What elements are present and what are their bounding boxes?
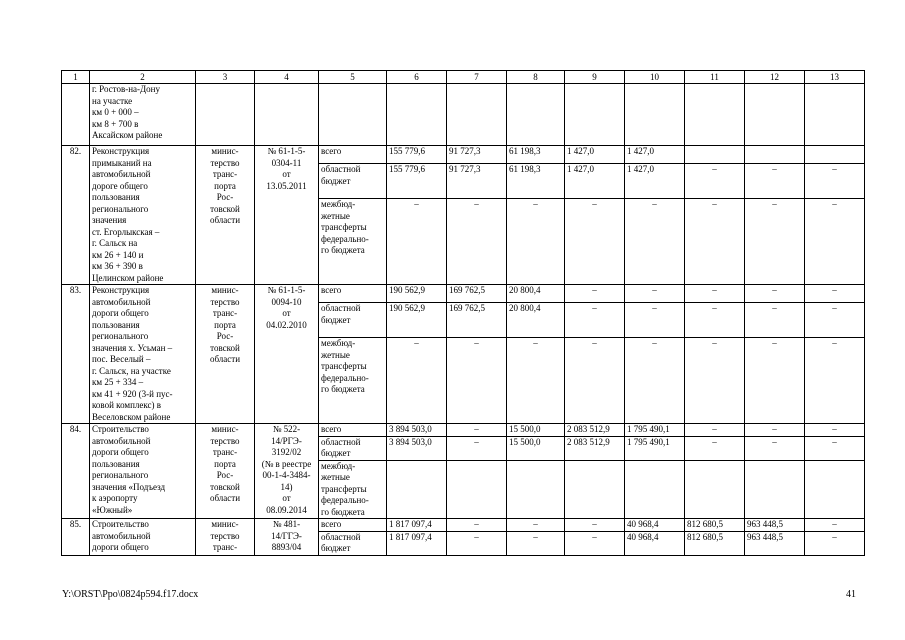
row-number: 85.: [62, 519, 90, 556]
col-header: 7: [447, 71, 507, 84]
object-name: г. Ростов-на-Дону на участке км 0 + 000 – км 8 + 700 в Аксайском районе: [90, 84, 196, 146]
funding-source: всего: [319, 519, 387, 532]
amount-cell: 1 817 097,4: [387, 531, 447, 555]
column-number-header: [62, 71, 865, 84]
amount-cell: –: [805, 436, 865, 460]
amount-cell: –: [387, 338, 447, 424]
amount-cell: –: [565, 285, 625, 303]
col-header: 10: [625, 71, 685, 84]
amount-cell: –: [745, 164, 805, 199]
amount-cell: 1 795 490,1: [625, 424, 685, 437]
amount-cell: –: [805, 285, 865, 303]
col-header: 3: [196, 71, 255, 84]
expertise-doc: № 481- 14/ГГЭ- 8893/04: [255, 519, 319, 556]
funding-source: всего: [319, 424, 387, 437]
amount-cell: –: [447, 531, 507, 555]
amount-cell: –: [805, 164, 865, 199]
amount-cell: –: [745, 285, 805, 303]
amount-cell: 2 083 512,9: [565, 424, 625, 437]
col-header: 6: [387, 71, 447, 84]
amount-cell: –: [745, 424, 805, 437]
amount-cell: –: [565, 519, 625, 532]
col-header: 5: [319, 71, 387, 84]
file-path: Y:\ORST\Ppo\0824p594.f17.docx: [62, 589, 199, 600]
amount-cell: –: [745, 338, 805, 424]
object-name: Строительство автомобильной дороги общего пользования регионального значения «Подъезд к аэропорту «Южный»: [90, 424, 196, 519]
amount-cell: –: [625, 199, 685, 285]
table-row: [62, 146, 865, 164]
amount-cell: [387, 460, 447, 519]
amount-cell: 155 779,6: [387, 146, 447, 164]
amount-cell: –: [387, 199, 447, 285]
amount-cell: –: [565, 199, 625, 285]
amount-cell: 1 427,0: [565, 164, 625, 199]
amount-cell: 155 779,6: [387, 164, 447, 199]
amount-cell: –: [685, 164, 745, 199]
funding-source: всего: [319, 146, 387, 164]
amount-cell: [805, 460, 865, 519]
amount-cell: 169 762,5: [447, 285, 507, 303]
amount-cell: –: [507, 519, 565, 532]
amount-cell: 3 894 503,0: [387, 424, 447, 437]
amount-cell: –: [805, 424, 865, 437]
col-header: 11: [685, 71, 745, 84]
amount-cell: –: [447, 436, 507, 460]
table-row: [62, 424, 865, 437]
amount-cell: –: [447, 424, 507, 437]
amount-cell: 61 198,3: [507, 146, 565, 164]
amount-cell: –: [685, 303, 745, 338]
amount-cell: 20 800,4: [507, 303, 565, 338]
amount-cell: 20 800,4: [507, 285, 565, 303]
amount-cell: [507, 460, 565, 519]
amount-cell: 3 894 503,0: [387, 436, 447, 460]
amount-cell: 812 680,5: [685, 519, 745, 532]
amount-cell: –: [447, 338, 507, 424]
row-number: 82.: [62, 146, 90, 285]
col-header: 12: [745, 71, 805, 84]
amount-cell: –: [805, 531, 865, 555]
funding-source: межбюд- жетные трансферты федерально- го бюджета: [319, 460, 387, 519]
expertise-doc: № 522- 14/РГЭ- 3192/02 (№ в реестре 00-1-4-3484- 14) от 08.09.2014: [255, 424, 319, 519]
continuation-row: [62, 84, 865, 146]
table-row: [62, 519, 865, 532]
amount-cell: –: [685, 424, 745, 437]
amount-cell: –: [565, 338, 625, 424]
amount-cell: 190 562,9: [387, 285, 447, 303]
funding-source: областной бюджет: [319, 436, 387, 460]
amount-cell: –: [625, 285, 685, 303]
funding-source: всего: [319, 285, 387, 303]
amount-cell: 91 727,3: [447, 146, 507, 164]
customer: минис- терство транс-: [196, 519, 255, 556]
table-row: [62, 285, 865, 303]
amount-cell: 812 680,5: [685, 531, 745, 555]
funding-source: областной бюджет: [319, 531, 387, 555]
amount-cell: –: [507, 338, 565, 424]
funding-source: областной бюджет: [319, 303, 387, 338]
row-number: 83.: [62, 285, 90, 424]
col-header: 9: [565, 71, 625, 84]
amount-cell: –: [447, 519, 507, 532]
customer: минис- терство транс- порта Рос- товской области: [196, 424, 255, 519]
amount-cell: 2 083 512,9: [565, 436, 625, 460]
funding-source: межбюд- жетные трансферты федерально- го бюджета: [319, 199, 387, 285]
amount-cell: –: [745, 199, 805, 285]
amount-cell: –: [745, 436, 805, 460]
amount-cell: 169 762,5: [447, 303, 507, 338]
col-header: 8: [507, 71, 565, 84]
funding-source: межбюд- жетные трансферты федерально- го бюджета: [319, 338, 387, 424]
row-number: 84.: [62, 424, 90, 519]
amount-cell: –: [565, 531, 625, 555]
expertise-doc: № 61-1-5- 0094-10 от 04.02.2010: [255, 285, 319, 424]
page-number: 41: [846, 589, 856, 600]
amount-cell: [685, 146, 745, 164]
col-header: 1: [62, 71, 90, 84]
amount-cell: –: [447, 199, 507, 285]
amount-cell: 40 968,4: [625, 519, 685, 532]
amount-cell: –: [685, 199, 745, 285]
object-name: Строительство автомобильной дороги общего: [90, 519, 196, 556]
amount-cell: [447, 460, 507, 519]
amount-cell: 61 198,3: [507, 164, 565, 199]
amount-cell: 963 448,5: [745, 531, 805, 555]
amount-cell: [745, 146, 805, 164]
amount-cell: –: [625, 303, 685, 338]
amount-cell: –: [805, 303, 865, 338]
amount-cell: –: [805, 519, 865, 532]
col-header: 13: [805, 71, 865, 84]
amount-cell: [685, 460, 745, 519]
col-header: 2: [90, 71, 196, 84]
expertise-doc: № 61-1-5- 0304-11 от 13.05.2011: [255, 146, 319, 285]
amount-cell: 963 448,5: [745, 519, 805, 532]
amount-cell: –: [745, 303, 805, 338]
amount-cell: 1 795 490,1: [625, 436, 685, 460]
amount-cell: 1 817 097,4: [387, 519, 447, 532]
amount-cell: 190 562,9: [387, 303, 447, 338]
amount-cell: –: [625, 338, 685, 424]
funding-source: областной бюджет: [319, 164, 387, 199]
amount-cell: 40 968,4: [625, 531, 685, 555]
customer: минис- терство транс- порта Рос- товской области: [196, 146, 255, 285]
object-name: Реконструкция автомобильной дороги общего пользования регионального значения х. Усьман – пос. Веселый – г. Сальск, на участке км 25 + 334 – км 41 + 920 (3-й пус- ковой комплекс) в Веселовском районе: [90, 285, 196, 424]
customer: минис- терство транс- порта Рос- товской области: [196, 285, 255, 424]
investment-table: [61, 70, 865, 556]
amount-cell: [565, 460, 625, 519]
amount-cell: [805, 146, 865, 164]
amount-cell: –: [685, 436, 745, 460]
amount-cell: –: [507, 531, 565, 555]
col-header: 4: [255, 71, 319, 84]
amount-cell: [625, 460, 685, 519]
amount-cell: –: [685, 338, 745, 424]
amount-cell: 1 427,0: [625, 146, 685, 164]
amount-cell: –: [805, 338, 865, 424]
amount-cell: –: [507, 199, 565, 285]
amount-cell: [745, 460, 805, 519]
amount-cell: 15 500,0: [507, 424, 565, 437]
amount-cell: –: [805, 199, 865, 285]
amount-cell: –: [685, 285, 745, 303]
object-name: Реконструкция примыканий на автомобильной дороге общего пользования регионального значения ст. Егорлыкская – г. Сальск на км 26 + 140 и км 36 + 390 в Целинском районе: [90, 146, 196, 285]
amount-cell: 91 727,3: [447, 164, 507, 199]
amount-cell: 1 427,0: [565, 146, 625, 164]
amount-cell: 15 500,0: [507, 436, 565, 460]
amount-cell: –: [565, 303, 625, 338]
amount-cell: 1 427,0: [625, 164, 685, 199]
